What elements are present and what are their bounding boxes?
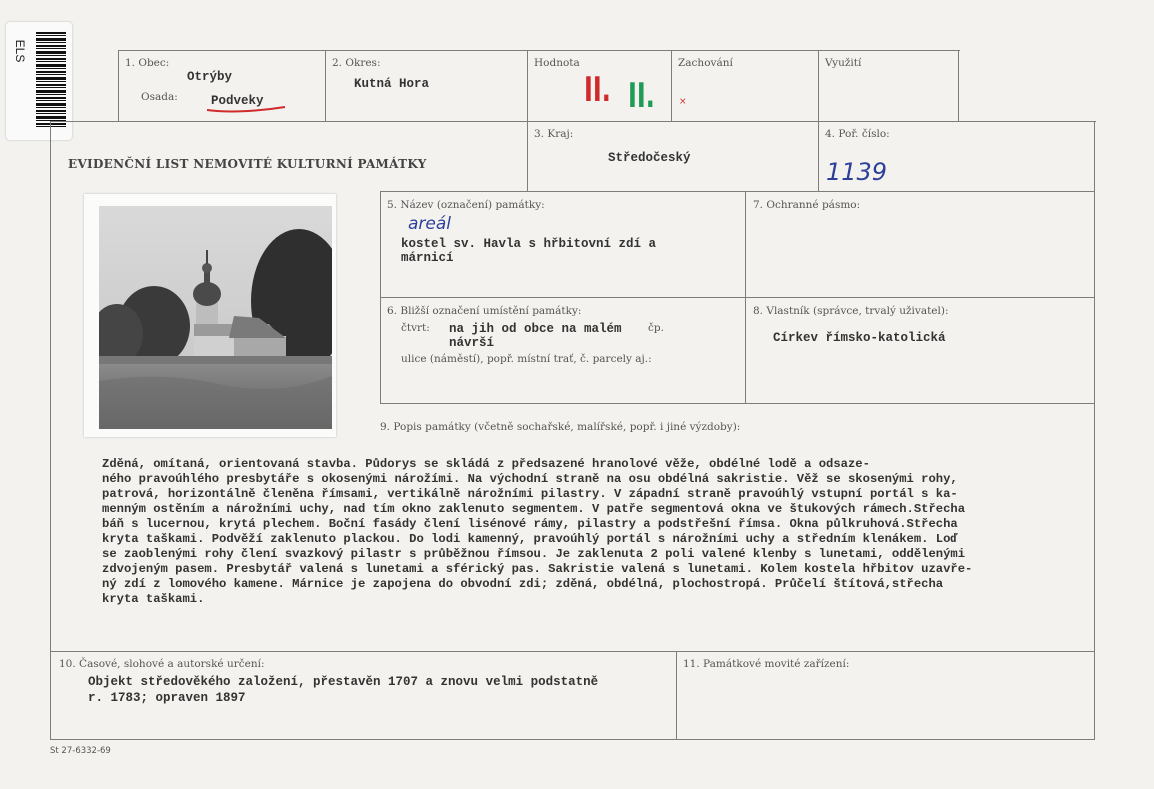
osada-value: Podveky: [211, 94, 264, 108]
zachovani-label: Zachování: [678, 57, 733, 69]
popis-line: menným ostěním a nárožními uchy, nad tím okno zaklenuto segmentem. V patře segmentová okna ve štukových rámech.Střecha: [102, 502, 966, 516]
nazev-handwritten: areál: [408, 214, 452, 234]
popis-text: [102, 457, 1060, 607]
umisteni-label: 6. Bližší označení umístění památky:: [387, 305, 582, 317]
movite-label: 11. Památkové movité zařízení:: [683, 658, 850, 670]
kraj-value: Středočeský: [608, 151, 691, 165]
hodnota-green-mark: II.: [628, 76, 655, 116]
okres-value: Kutná Hora: [354, 77, 430, 91]
popis-line: kryta taškami. Podvěží zaklenuto plackou. Do lodi kamenný, pravoúhlý portál s nárožními uchy a středním klenákem. Loď: [102, 532, 958, 546]
ctvrt-label: čtvrt:: [401, 322, 430, 334]
popis-line: se zaoblenými rohy člení svazkový pilastr s průběžnou římsou. Je zaklenuta 2 poli valené klenby s lunetami, oddělenými: [102, 547, 966, 561]
ulice-label: ulice (náměstí), popř. místní trať, č. parcely aj.:: [401, 353, 652, 365]
osada-red-underline: [205, 104, 287, 114]
casove-label: 10. Časové, slohové a autorské určení:: [59, 658, 265, 670]
nazev-value-line1: kostel sv. Havla s hřbitovní zdí a: [401, 237, 657, 251]
cp-label: čp.: [648, 322, 664, 334]
vlastnik-label: 8. Vlastník (správce, trvalý uživatel):: [753, 305, 949, 317]
popis-label: 9. Popis památky (včetně sochařské, malířské, popř. i jiné výzdoby):: [380, 421, 741, 433]
umisteni-value-line2: návrší: [449, 336, 495, 350]
barcode-bars: [36, 32, 66, 128]
popis-line: Zděná, omítaná, orientovaná stavba. Půdorys se skládá z předsazené hranolové věže, obdélné lodě a odsaze-: [102, 457, 870, 471]
popis-line: ného pravoúhlého presbytáře s okosenými nárožími. Na východní straně na osu obdélná sakristie. Věž se skosenými rohy,: [102, 472, 958, 486]
okres-label: 2. Okres:: [332, 57, 381, 69]
casove-value-line2: r. 1783; opraven 1897: [88, 691, 246, 705]
kraj-label: 3. Kraj:: [534, 128, 574, 140]
popis-line: patrová, horizontálně členěna římsami, vertikálně nárožními pilastry. V západní straně pravoúhlý vstupní portál s ka-: [102, 487, 958, 501]
barcode-sticker: [6, 22, 72, 140]
vlastnik-value: Církev římsko-katolická: [773, 331, 946, 345]
vyuziti-label: Využití: [825, 57, 862, 69]
nazev-value-line2: márnicí: [401, 251, 454, 265]
popis-line: zdvojeným pasem. Presbytář valená s lunetami a sférický pas. Sakristie valená s lunetami. Kolem kostela hřbitov uzavře-: [102, 562, 973, 576]
popis-line: ný zdí z lomového kamene. Márnice je zapojena do obvodní zdi; zděná, obdélná, plochostropá. Průčelí štítová,střecha: [102, 577, 944, 591]
ochranne-pasmo-label: 7. Ochranné pásmo:: [753, 199, 861, 211]
popis-line: kryta taškami.: [102, 592, 205, 606]
popis-line: báň s lucernou, krytá plechem. Boční fasády člení lisénové rámy, pilastry a podstřešní římsa. Okna půlkruhová.Střecha: [102, 517, 958, 531]
hodnota-label: Hodnota: [534, 57, 580, 69]
osada-label: Osada:: [141, 91, 178, 103]
barcode-label: ELS: [13, 39, 27, 63]
form-title: EVIDENČNÍ LIST NEMOVITÉ KULTURNÍ PAMÁTKY: [68, 157, 427, 171]
red-tick-mark: ×: [679, 97, 687, 107]
church-photo-image: [99, 206, 332, 429]
monument-photo: [84, 194, 336, 437]
footer-code: St 27-6332-69: [50, 746, 111, 756]
obec-label: 1. Obec:: [125, 57, 170, 69]
por-cislo-label: 4. Poř. číslo:: [825, 128, 890, 140]
nazev-label: 5. Název (označení) památky:: [387, 199, 545, 211]
umisteni-value-line1: na jih od obce na malém: [449, 322, 622, 336]
obec-value: Otrýby: [187, 70, 233, 84]
casove-value-line1: Objekt středověkého založení, přestavěn 1707 a znovu velmi podstatně: [88, 675, 599, 689]
hodnota-red-mark: II.: [584, 70, 611, 110]
por-cislo-value: 1139: [826, 158, 888, 186]
